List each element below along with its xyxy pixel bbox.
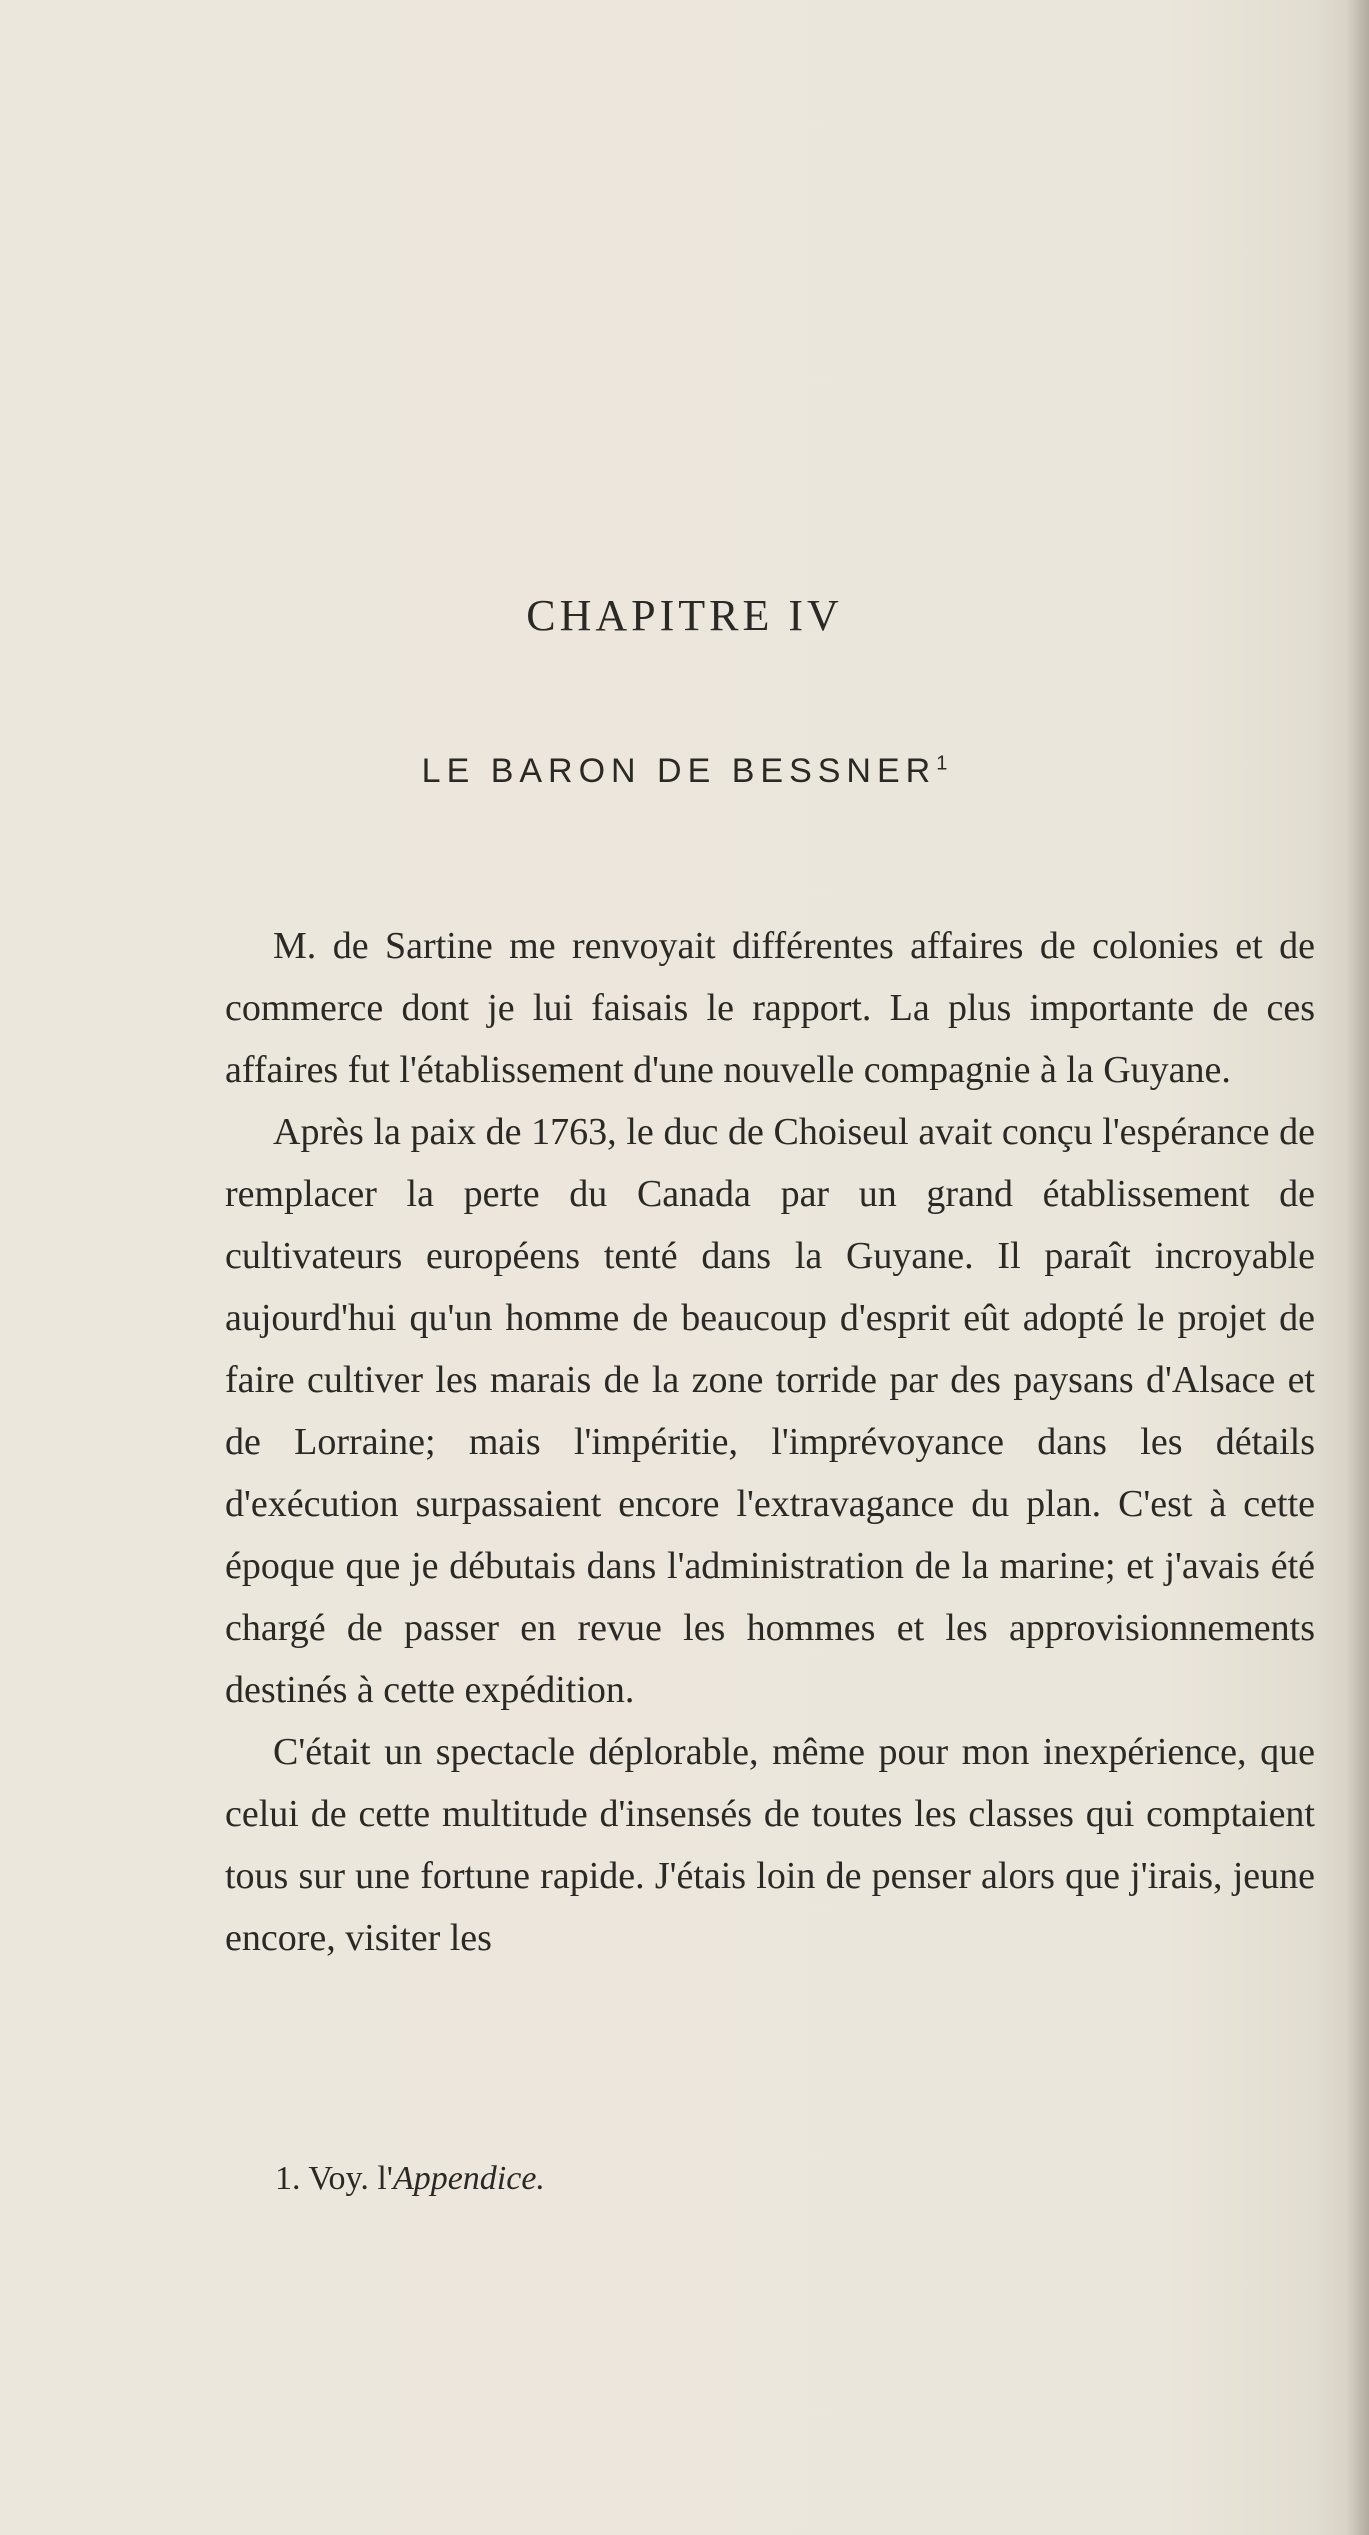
chapter-title: CHAPITRE IV — [526, 591, 843, 640]
footnote — [275, 2160, 545, 2198]
body-text — [225, 915, 1315, 1969]
paragraph-3: C'était un spectacle déplorable, même pour mon inexpérience, que celui de cette multitude d'insensés de toutes les classes qui comptaient tous sur une fortune rapide. J'étais loin de penser alors que j'irais, jeune encore, visiter les — [225, 1731, 1315, 1959]
footnote-reference-mark: 1 — [936, 752, 948, 775]
paragraph-1: M. de Sartine me renvoyait différentes affaires de colonies et de commerce dont je lui faisais le rapport. La plus importante de ces affaires fut l'établissement d'une nouvelle compagnie à la Guyane. — [225, 925, 1315, 1091]
section-title-text: LE BARON DE BESSNER — [421, 752, 937, 790]
paragraph-2: Après la paix de 1763, le duc de Choiseul avait conçu l'espérance de remplacer la perte du Canada par un grand établissement de cultivateurs européens tenté dans la Guyane. Il paraît incroyable aujourd'hui qu'un homme de beaucoup d'esprit eût adopté le projet de faire cultiver les marais de la zone torride par des paysans d'Alsace et de Lorraine; mais l'impéritie, l'imprévoyance dans les détails d'exécution surpassaient encore l'extravagance du plan. C'est à cette époque que je débutais dans l'administration de la marine; et j'avais été chargé de passer en revue les hommes et les approvisionnements destinés à cette expédition. — [225, 1111, 1315, 1711]
footnote-italic-text: Appendice. — [392, 2160, 545, 2197]
section-title — [0, 752, 1369, 791]
footnote-number: 1. — [275, 2160, 301, 2197]
page-edge-shadow — [1347, 0, 1369, 2535]
footnote-prefix: Voy. l' — [308, 2160, 393, 2197]
